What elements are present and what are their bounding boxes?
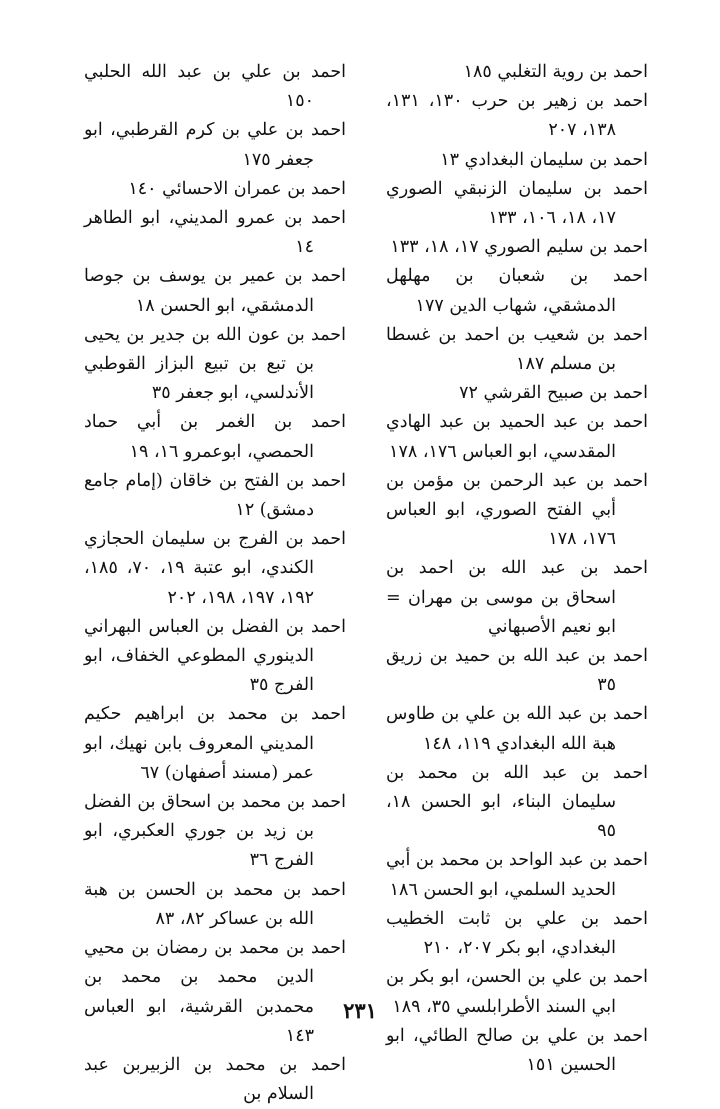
index-entry: احمد بن علي بن الحسن، ابو بكر بن ابي السند الأطرابلسي ٣٥، ١٨٩ <box>386 967 648 1017</box>
index-column-right <box>386 58 648 1080</box>
index-entry: احمد بن علي بن عبد الله الحلبي ١٥٠ <box>84 62 346 112</box>
index-entry: احمد بن علي بن ثابت الخطيب البغدادي، ابو بكر ٢٠٧، ٢١٠ <box>386 908 648 959</box>
index-entry: احمد بن عبد الله بن علي بن طاوس هبة الله البغدادي ١١٩، ١٤٨ <box>386 704 648 754</box>
index-entry: احمد بن الفضل بن العباس البهراني الدينوري المطوعي الخفاف، ابو الفرج ٣٥ <box>84 616 346 696</box>
index-entry: احمد بن عمران الاحسائي ١٤٠ <box>128 178 346 199</box>
index-entry: احمد بن الفتح بن خاقان (إمام جامع دمشق) ١٢ <box>84 470 346 521</box>
index-entry: احمد بن سليمان الزنبقي الصوري ١٧، ١٨، ١٠٦، ١٣٣ <box>386 178 648 229</box>
index-entry: احمد بن عبد الله بن احمد بن اسحاق بن موسى بن مهران = ابو نعيم الأصبهاني <box>386 558 648 637</box>
index-entry: احمد بن عبد الحميد بن عبد الهادي المقدسي، ابو العباس ١٧٦، ١٧٨ <box>386 412 648 462</box>
index-entry: احمد بن علي بن صالح الطائي، ابو الحسين ١٥١ <box>386 1025 648 1075</box>
index-entry: احمد بن محمد بن اسحاق بن الفضل بن زيد بن جوري العكبري، ابو الفرج ٣٦ <box>84 792 346 871</box>
index-entry: احمد بن محمد بن الزبيربن عبد السلام بن <box>84 1054 346 1105</box>
index-entry: احمد بن عبد الله بن محمد بن سليمان البناء، ابو الحسن ١٨، ٩٥ <box>386 762 648 842</box>
page-number: ٢٣١ <box>343 998 377 1023</box>
index-entry: احمد بن محمد بن ابراهيم حكيم المديني المعروف بابن نهيك، ابو عمر (مسند أصفهان) ٦٧ <box>84 704 346 783</box>
index-entry: احمد بن شعيب بن احمد بن غسطا بن مسلم ١٨٧ <box>386 324 648 375</box>
index-column-left <box>84 58 346 1109</box>
index-entry: احمد بن زهير بن حرب ١٣٠، ١٣١، ١٣٨، ٢٠٧ <box>386 91 648 141</box>
index-entry: احمد بن سليم الصوري ١٧، ١٨، ١٣٣ <box>390 237 648 258</box>
index-entry: احمد بن روية التغلبي ١٨٥ <box>463 62 648 82</box>
index-entry: احمد بن عبد الواحد بن محمد بن أبي الحديد السلمي، ابو الحسن ١٨٦ <box>386 850 648 900</box>
index-entry: احمد بن سليمان البغدادي ١٣ <box>440 149 648 170</box>
index-entry: احمد بن عون الله بن جدير بن يحيى بن تبع بن تبيع البزاز القوطبي الأندلسي، ابو جعفر ٣٥ <box>84 324 346 404</box>
index-entry: احمد بن الفرج بن سليمان الحجازي الكندي، ابو عتبة ١٩، ٧٠، ١٨٥، ١٩٢، ١٩٧، ١٩٨، ٢٠٢ <box>84 529 346 608</box>
index-entry: احمد بن شعبان بن مهلهل الدمشقي، شهاب الدين ١٧٧ <box>386 266 648 316</box>
index-entry: احمد بن عمرو المديني، ابو الطاهر ١٤ <box>84 208 346 258</box>
index-entry: احمد بن محمد بن رمضان بن محيي الدين محمد بن محمد بن محمدبن القرشية، ابو العباس ١٤٣ <box>84 938 346 1046</box>
index-entry: احمد بن عبد الله بن حميد بن زريق ٣٥ <box>386 646 648 696</box>
index-entry: احمد بن عمير بن يوسف بن جوصا الدمشقي، ابو الحسن ١٨ <box>84 266 346 316</box>
index-entry: احمد بن علي بن كرم القرطبي، ابو جعفر ١٧٥ <box>84 120 346 170</box>
index-entry: احمد بن صبيح القرشي ٧٢ <box>459 383 648 404</box>
index-entry: احمد بن الغمر بن أبي حماد الحمصي، ابوعمرو ١٦، ١٩ <box>84 412 346 462</box>
index-entry: احمد بن محمد بن الحسن بن هبة الله بن عساكر ٨٢، ٨٣ <box>84 879 346 929</box>
index-entry: احمد بن عبد الرحمن بن مؤمن بن أبي الفتح الصوري، ابو العباس ١٧٦، ١٧٨ <box>386 470 648 550</box>
